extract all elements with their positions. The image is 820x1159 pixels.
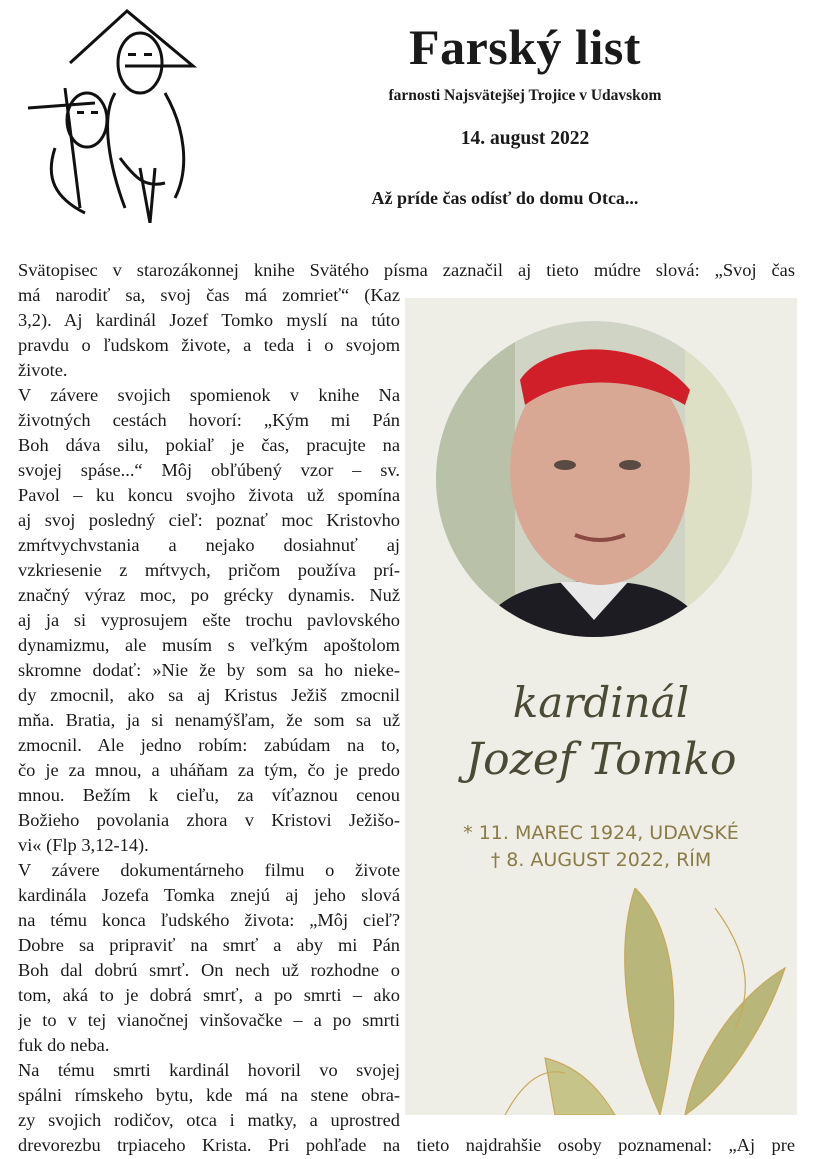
article-line: je to v tej vianočnej vinšovačke – a po smrti bbox=[18, 1010, 400, 1030]
article-line: na tému konca ľudského života: „Môj cieľ? bbox=[18, 910, 400, 930]
article-line: fuk do neba. bbox=[18, 1035, 110, 1055]
article-line: Pavol – ku koncu svojho života už spomína bbox=[18, 485, 400, 505]
article-line: zy svojich rodičov, otca i matky, a uprostred bbox=[18, 1110, 400, 1130]
memorial-name: Jozef Tomko bbox=[465, 734, 737, 785]
article-line: vzkriesenie z mŕtvych, pričom používa prí- bbox=[18, 560, 400, 580]
birth-date: * 11. MAREC 1924, UDAVSKÉ bbox=[463, 822, 739, 844]
article-line: aj ja si vyprosujem ešte trochu pavlovského bbox=[18, 610, 400, 630]
death-date: † 8. AUGUST 2022, RÍM bbox=[490, 849, 712, 871]
memorial-name-title: kardinál bbox=[512, 678, 690, 727]
article-line: životných cestách hovorí: „Kým mi Pán bbox=[18, 410, 400, 430]
article-line: Svätopisec v starozákonnej knihe Svätého písma zaznačil aj tieto múdre slová: „Svoj čas bbox=[18, 260, 795, 280]
article-line: pravdu o ľudskom živote, a teda i o svojom bbox=[18, 335, 400, 355]
article-line: živote. bbox=[18, 360, 68, 380]
article-line: dynamizmu, ale musím s veľkým apoštolom bbox=[18, 635, 400, 655]
article-line: Boh dáva silu, pokiaľ je čas, pracujte na bbox=[18, 435, 400, 455]
article-line: značný výraz moc, po grécky dynamis. Nuž bbox=[18, 585, 400, 605]
parish-subtitle: farnosti Najsvätejšej Trojice v Udavskom bbox=[388, 87, 662, 104]
trinity-logo bbox=[25, 8, 197, 223]
article-line: mnou. Bežím k cieľu, za víťaznou cenou bbox=[18, 785, 400, 805]
article-line: tom, aká to je dobrá smrť, a po smrti – ako bbox=[18, 985, 400, 1005]
issue-date: 14. august 2022 bbox=[460, 128, 590, 149]
article-line: drevorezbu trpiaceho Krista. Pri pohľade na tieto najdrahšie osoby poznamenal: „Aj pre bbox=[18, 1135, 795, 1155]
article-line: V závere dokumentárneho filmu o živote bbox=[18, 860, 400, 880]
article-line: Božieho povolania zhora v Kristovi Ježišo- bbox=[18, 810, 400, 830]
article-line: svojej spáse...“ Môj obľúbený vzor – sv. bbox=[18, 460, 400, 480]
article-line: spálni rímskeho bytu, kde má na stene obra- bbox=[18, 1085, 400, 1105]
article-line: dy zmocnil, ako sa aj Kristus Ježiš zmocnil bbox=[18, 685, 400, 705]
article-line: Na tému smrti kardinál hovoril vo svojej bbox=[18, 1060, 400, 1080]
article-line: zmŕtvychvstania a nejako dosiahnuť aj bbox=[18, 535, 400, 555]
article-line: V závere svojich spomienok v knihe Na bbox=[18, 385, 400, 405]
article-line: 3,2). Aj kardinál Jozef Tomko myslí na túto bbox=[18, 310, 400, 330]
newsletter-title: Farský list bbox=[409, 19, 641, 75]
article-line: aj svoj posledný cieľ: poznať moc Kristovho bbox=[18, 510, 400, 530]
article-line: má narodiť sa, svoj čas má zomrieť“ (Kaz bbox=[18, 285, 400, 305]
article-line: zmocnil. Ale jedno robím: zabúdam na to, bbox=[18, 735, 400, 755]
article-line: vi« (Flp 3,12-14). bbox=[18, 835, 149, 855]
article-heading: Až príde čas odísť do domu Otca... bbox=[371, 188, 639, 208]
article-body bbox=[18, 258, 798, 1158]
article-line: kardinála Jozefa Tomka znejú aj jeho slová bbox=[18, 885, 400, 905]
article-line: čo je za mnou, a uháňam za tým, čo je predo bbox=[18, 760, 400, 780]
article-line: Dobre sa pripraviť na smrť a aby mi Pán bbox=[18, 935, 400, 955]
article-line: skromne dodať: »Nie že by som sa ho nieke- bbox=[18, 660, 400, 680]
article-line: Boh dal dobrú smrť. On nech už rozhodne o bbox=[18, 960, 400, 980]
article-line: mňa. Bratia, ja si nenamýšľam, že som sa už bbox=[18, 710, 400, 730]
